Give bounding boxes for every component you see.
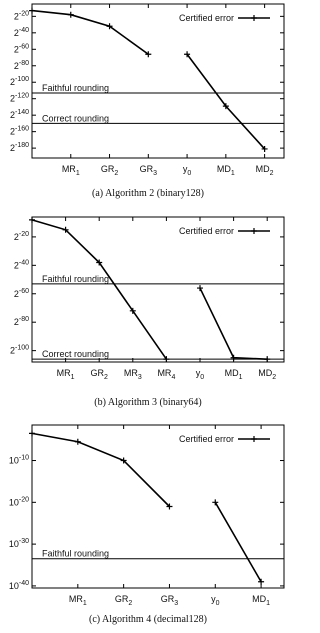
y-tick-label: $2^{-20}$ xyxy=(13,10,29,22)
data-point xyxy=(231,355,237,361)
legend-label: Certified error xyxy=(178,434,234,444)
x-tick-label: $MD_2$ xyxy=(255,164,274,177)
plot-frame xyxy=(32,425,284,588)
data-point xyxy=(29,430,35,436)
data-point xyxy=(264,356,270,362)
x-tick-label: $GR_3$ xyxy=(160,594,179,607)
series-line xyxy=(215,502,261,581)
x-tick-label: $GR_2$ xyxy=(90,368,108,381)
chart-panel-b xyxy=(0,213,292,418)
y-tick-label: $2^{-60}$ xyxy=(13,43,29,55)
y-tick-label: $10^{-10}$ xyxy=(8,454,29,466)
x-tick-label: $MR_1$ xyxy=(61,164,80,177)
y-tick-label: $2^{-120}$ xyxy=(9,92,29,104)
reference-line-label: Faithful rounding xyxy=(42,273,110,284)
data-point xyxy=(68,12,74,18)
figure-caption: (a) Algorithm 2 (binary128) xyxy=(92,188,204,199)
legend-label: Certified error xyxy=(178,226,234,236)
y-tick-label: $2^{-180}$ xyxy=(9,142,29,154)
y-tick-label: $2^{-160}$ xyxy=(9,125,29,137)
data-point xyxy=(29,8,35,14)
chart-panel-c xyxy=(0,421,292,633)
chart-panel-a xyxy=(0,0,292,205)
x-tick-label: $y_0$ xyxy=(211,594,220,607)
legend-marker xyxy=(251,436,257,442)
data-point xyxy=(29,217,35,223)
figure-caption: (b) Algorithm 3 (binary64) xyxy=(94,397,202,408)
x-tick-label: $MD_1$ xyxy=(224,368,243,381)
x-tick-label: $MD_2$ xyxy=(258,368,277,381)
x-tick-label: $MD_1$ xyxy=(216,164,235,177)
y-tick-label: $2^{-140}$ xyxy=(9,109,29,121)
series-line xyxy=(32,220,166,359)
reference-line-label: Correct rounding xyxy=(42,113,110,124)
reference-line-label: Faithful rounding xyxy=(42,548,110,559)
x-tick-label: $GR_2$ xyxy=(114,594,133,607)
y-tick-label: $2^{-40}$ xyxy=(13,26,29,38)
x-tick-label: $y_0$ xyxy=(195,368,205,381)
y-tick-label: $2^{-40}$ xyxy=(13,259,29,271)
x-tick-label: $MD_1$ xyxy=(252,594,271,607)
legend-label: Certified error xyxy=(178,13,234,23)
plot-frame xyxy=(32,217,284,362)
y-tick-label: $2^{-100}$ xyxy=(9,76,29,88)
series-line xyxy=(32,11,148,55)
series-line xyxy=(32,433,169,506)
x-tick-label: $GR_3$ xyxy=(139,164,158,177)
y-tick-label: $2^{-60}$ xyxy=(13,287,29,299)
legend-marker xyxy=(251,15,257,21)
x-tick-label: $MR_3$ xyxy=(123,368,142,381)
x-tick-label: $y_0$ xyxy=(182,164,192,177)
y-tick-label: $10^{-30}$ xyxy=(8,538,29,550)
y-tick-label: $10^{-40}$ xyxy=(8,579,29,591)
y-tick-label: $2^{-100}$ xyxy=(9,344,29,356)
data-point xyxy=(197,285,203,291)
x-tick-label: $GR_2$ xyxy=(100,164,119,177)
y-tick-label: $10^{-20}$ xyxy=(8,496,29,508)
figure-caption: (c) Algorithm 4 (decimal128) xyxy=(88,614,208,625)
plot-frame xyxy=(32,4,284,158)
data-point xyxy=(75,439,81,445)
series-line xyxy=(187,54,265,149)
legend-marker xyxy=(251,228,257,234)
y-tick-label: $2^{-20}$ xyxy=(13,230,29,242)
reference-line-label: Faithful rounding xyxy=(42,82,110,93)
x-tick-label: $MR_1$ xyxy=(56,368,75,381)
reference-line-label: Correct rounding xyxy=(42,349,110,360)
x-tick-label: $MR_1$ xyxy=(68,594,87,607)
y-tick-label: $2^{-80}$ xyxy=(13,59,29,71)
x-tick-label: $MR_4$ xyxy=(157,368,176,381)
series-line xyxy=(200,288,267,359)
y-tick-label: $2^{-80}$ xyxy=(13,316,29,328)
